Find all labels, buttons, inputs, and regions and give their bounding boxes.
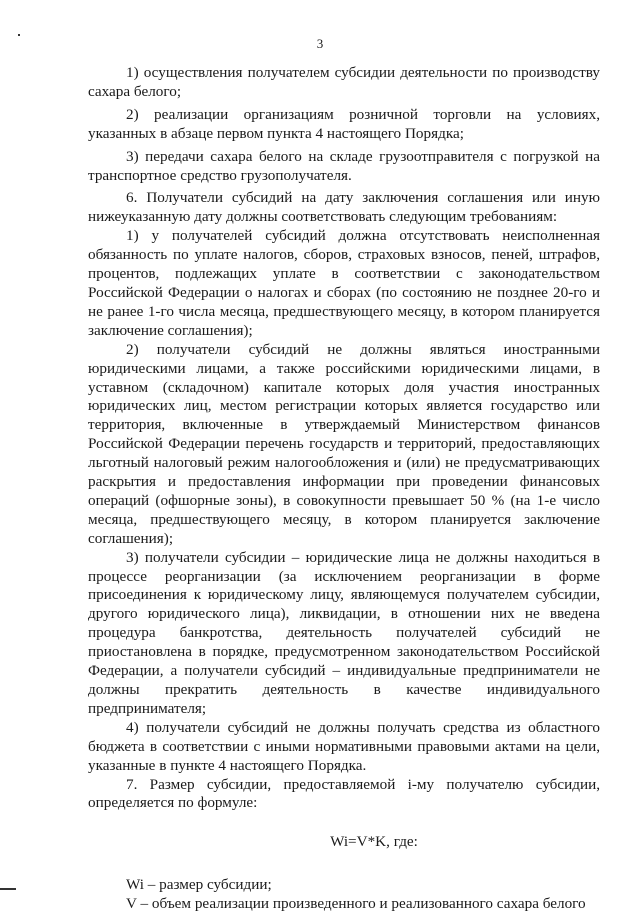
paragraph-requirement-1: 1) у получателей субсидий должна отсутствовать неисполненная обязанность по уплате налогов, сборов, страховых взносов, пеней, штрафов, процентов, подлежащих уплате в соответствии с законодательством Российской Федерации о налогах и сборах (по состоянию не позднее 20-го и не ранее 1-го числа месяца, предшествующего месяцу, в котором планируется заключение соглашения); — [88, 227, 600, 339]
paragraph-item-2: 2) реализации организациям розничной торговли на условиях, указанных в абзаце первом пункта 4 настоящего Порядка; — [88, 105, 600, 142]
document-body — [88, 64, 600, 914]
scan-edge-mark — [0, 888, 16, 890]
page-number: 3 — [316, 36, 324, 51]
paragraph-item-3: 3) передачи сахара белого на складе грузоотправителя с погрузкой на транспортное средство грузополучателя. — [88, 147, 600, 184]
paragraph-section-6: 6. Получатели субсидий на дату заключения соглашения или иную нижеуказанную дату должны соответствовать следующим требованиям: — [88, 189, 600, 226]
definition-v: V – объем реализации произведенного и реализованного сахара белого — [126, 895, 586, 913]
paragraph-requirement-2: 2) получатели субсидий не должны являться иностранными юридическими лицами, а также российскими юридическими лицами, в уставном (складочном) капитале которых доля участия иностранных юридических лиц, местом регистрации которых является государство или территория, включенные в утверждаемый Министерством финансов Российской Федерации перечень государств и территорий, предоставляющих льготный налоговый режим налогообложения и (или) не предусматривающих раскрытия и предоставления информации при проведении финансовых операций (офшорные зоны), в совокупности превышает 50 % (на 1-е число месяца, предшествующего месяцу, в котором планируется заключение соглашения); — [88, 340, 600, 547]
paragraph-item-1: 1) осуществления получателем субсидии деятельности по производству сахара белого; — [88, 64, 600, 100]
paragraph-requirement-4: 4) получатели субсидий не должны получать средства из областного бюджета в соответствии с иными нормативными правовыми актами на цели, указанные в пункте 4 настоящего Порядка. — [88, 718, 600, 774]
paragraph-section-7: 7. Размер субсидии, предоставляемой i-му получателю субсидии, определяется по формуле: — [88, 775, 600, 812]
formula: Wi=V*K, где: — [330, 833, 418, 851]
paragraph-requirement-3: 3) получатели субсидии – юридические лица не должны находиться в процессе реорганизации (за исключением реорганизации в форме присоединения к юридическому лицу, являющемуся получателем субсидии, другого юридического лица), ликвидации, в отношении них не введена процедура банкротства, деятельность получателей субсидий не приостановлена в порядке, предусмотренном законодательством Российской Федерации, а получатели субсидий – индивидуальные предприниматели не должны прекратить деятельность в качестве индивидуального предпринимателя; — [88, 548, 600, 717]
definition-wi: Wi – размер субсидии; — [126, 876, 272, 894]
